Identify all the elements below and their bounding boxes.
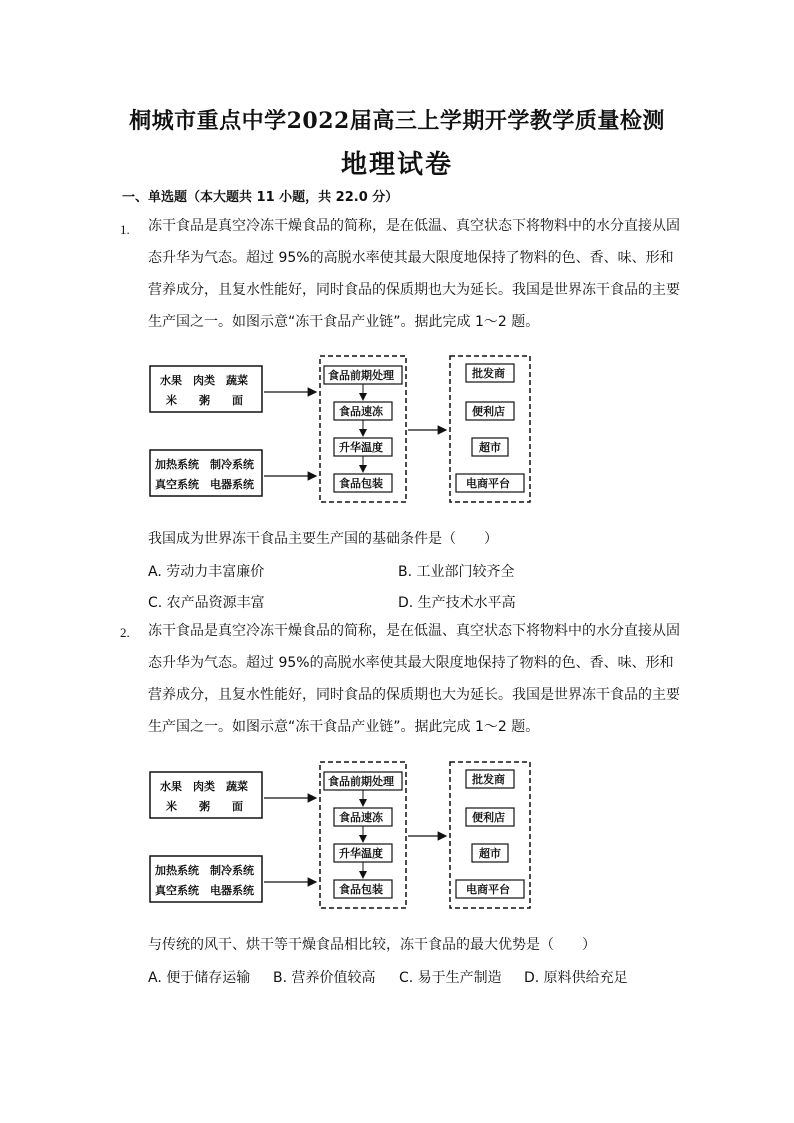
diagram-process-step: 升华温度 [339, 847, 383, 860]
question-1-option-a[interactable]: A. 劳动力丰富廉价 [148, 564, 265, 580]
passage-line: 生产国之一。如图示意“冻干食品产业链”。据此完成 1～2 题。 [148, 314, 540, 330]
question-number-2: 2. [120, 625, 130, 640]
question-2-option-a[interactable]: A. 便于储存运输 [148, 970, 251, 986]
diagram-input2-line2: 真空系统 电器系统 [155, 884, 254, 897]
question-2-option-d[interactable]: D. 原料供给充足 [524, 970, 628, 986]
diagram-input1-line2: 米 粥 面 [166, 800, 243, 813]
diagram-process-step: 食品前期处理 [328, 369, 394, 382]
diagram-input2-line1: 加热系统 制冷系统 [155, 864, 254, 877]
question-2-option-c[interactable]: C. 易于生产制造 [399, 970, 502, 986]
diagram-process-step: 食品包装 [339, 477, 383, 490]
diagram-outlet: 便利店 [472, 405, 505, 418]
diagram-outlet: 电商平台 [466, 883, 510, 896]
passage-line: 营养成分，且复水性能好，同时食品的保质期也大为延长。我国是世界冻干食品的主要 [148, 687, 680, 703]
page-subtitle: 地理试卷 [340, 150, 453, 180]
diagram-process-step: 食品速冻 [339, 811, 383, 824]
diagram-outlet: 便利店 [472, 811, 505, 824]
question-2-passage [148, 615, 684, 743]
diagram-outlet: 超市 [479, 441, 501, 454]
question-2-stem: 与传统的风干、烘干等干燥食品相比较，冻干食品的最大优势是（ ） [148, 937, 596, 953]
diagram-outlet: 批发商 [472, 367, 505, 380]
diagram-input1-line1: 水果 肉类 蔬菜 [160, 780, 248, 793]
industry-chain-diagram-1 [148, 352, 548, 504]
diagram-process-step: 升华温度 [339, 441, 383, 454]
passage-line: 冻干食品是真空冷冻干燥食品的简称，是在低温、真空状态下将物料中的水分直接从固 [148, 218, 680, 234]
passage-line: 生产国之一。如图示意“冻干食品产业链”。据此完成 1～2 题。 [148, 719, 540, 735]
diagram-input1-line1: 水果 肉类 蔬菜 [160, 374, 248, 387]
diagram-input1-line2: 米 粥 面 [166, 394, 243, 407]
diagram-process-step: 食品包装 [339, 883, 383, 896]
page-title: 桐城市重点中学2022届高三上学期开学教学质量检测 [129, 108, 665, 134]
diagram-outlet: 批发商 [472, 773, 505, 786]
diagram-process-step: 食品前期处理 [328, 775, 394, 788]
diagram-input2-line2: 真空系统 电器系统 [155, 478, 254, 491]
question-1-stem: 我国成为世界冻干食品主要生产国的基础条件是（ ） [148, 531, 498, 547]
question-number-1: 1. [120, 222, 130, 237]
diagram-outlet: 电商平台 [466, 477, 510, 490]
passage-line: 态升华为气态。超过 95%的高脱水率使其最大限度地保持了物料的色、香、味、形和 [148, 655, 674, 671]
passage-line: 冻干食品是真空冷冻干燥食品的简称，是在低温、真空状态下将物料中的水分直接从固 [148, 623, 680, 639]
question-1-option-b[interactable]: B. 工业部门较齐全 [398, 564, 515, 580]
section-heading: 一、单选题（本大题共 11 小题，共 22.0 分） [122, 190, 399, 205]
question-1-option-c[interactable]: C. 农产品资源丰富 [148, 595, 265, 611]
question-1-passage [148, 210, 684, 338]
industry-chain-diagram-2 [148, 758, 548, 910]
question-1-option-d[interactable]: D. 生产技术水平高 [398, 595, 516, 611]
diagram-outlet: 超市 [479, 847, 501, 860]
passage-line: 态升华为气态。超过 95%的高脱水率使其最大限度地保持了物料的色、香、味、形和 [148, 250, 674, 266]
question-2-option-b[interactable]: B. 营养价值较高 [273, 970, 376, 986]
passage-line: 营养成分，且复水性能好，同时食品的保质期也大为延长。我国是世界冻干食品的主要 [148, 282, 680, 298]
diagram-process-step: 食品速冻 [339, 405, 383, 418]
diagram-input2-line1: 加热系统 制冷系统 [155, 458, 254, 471]
